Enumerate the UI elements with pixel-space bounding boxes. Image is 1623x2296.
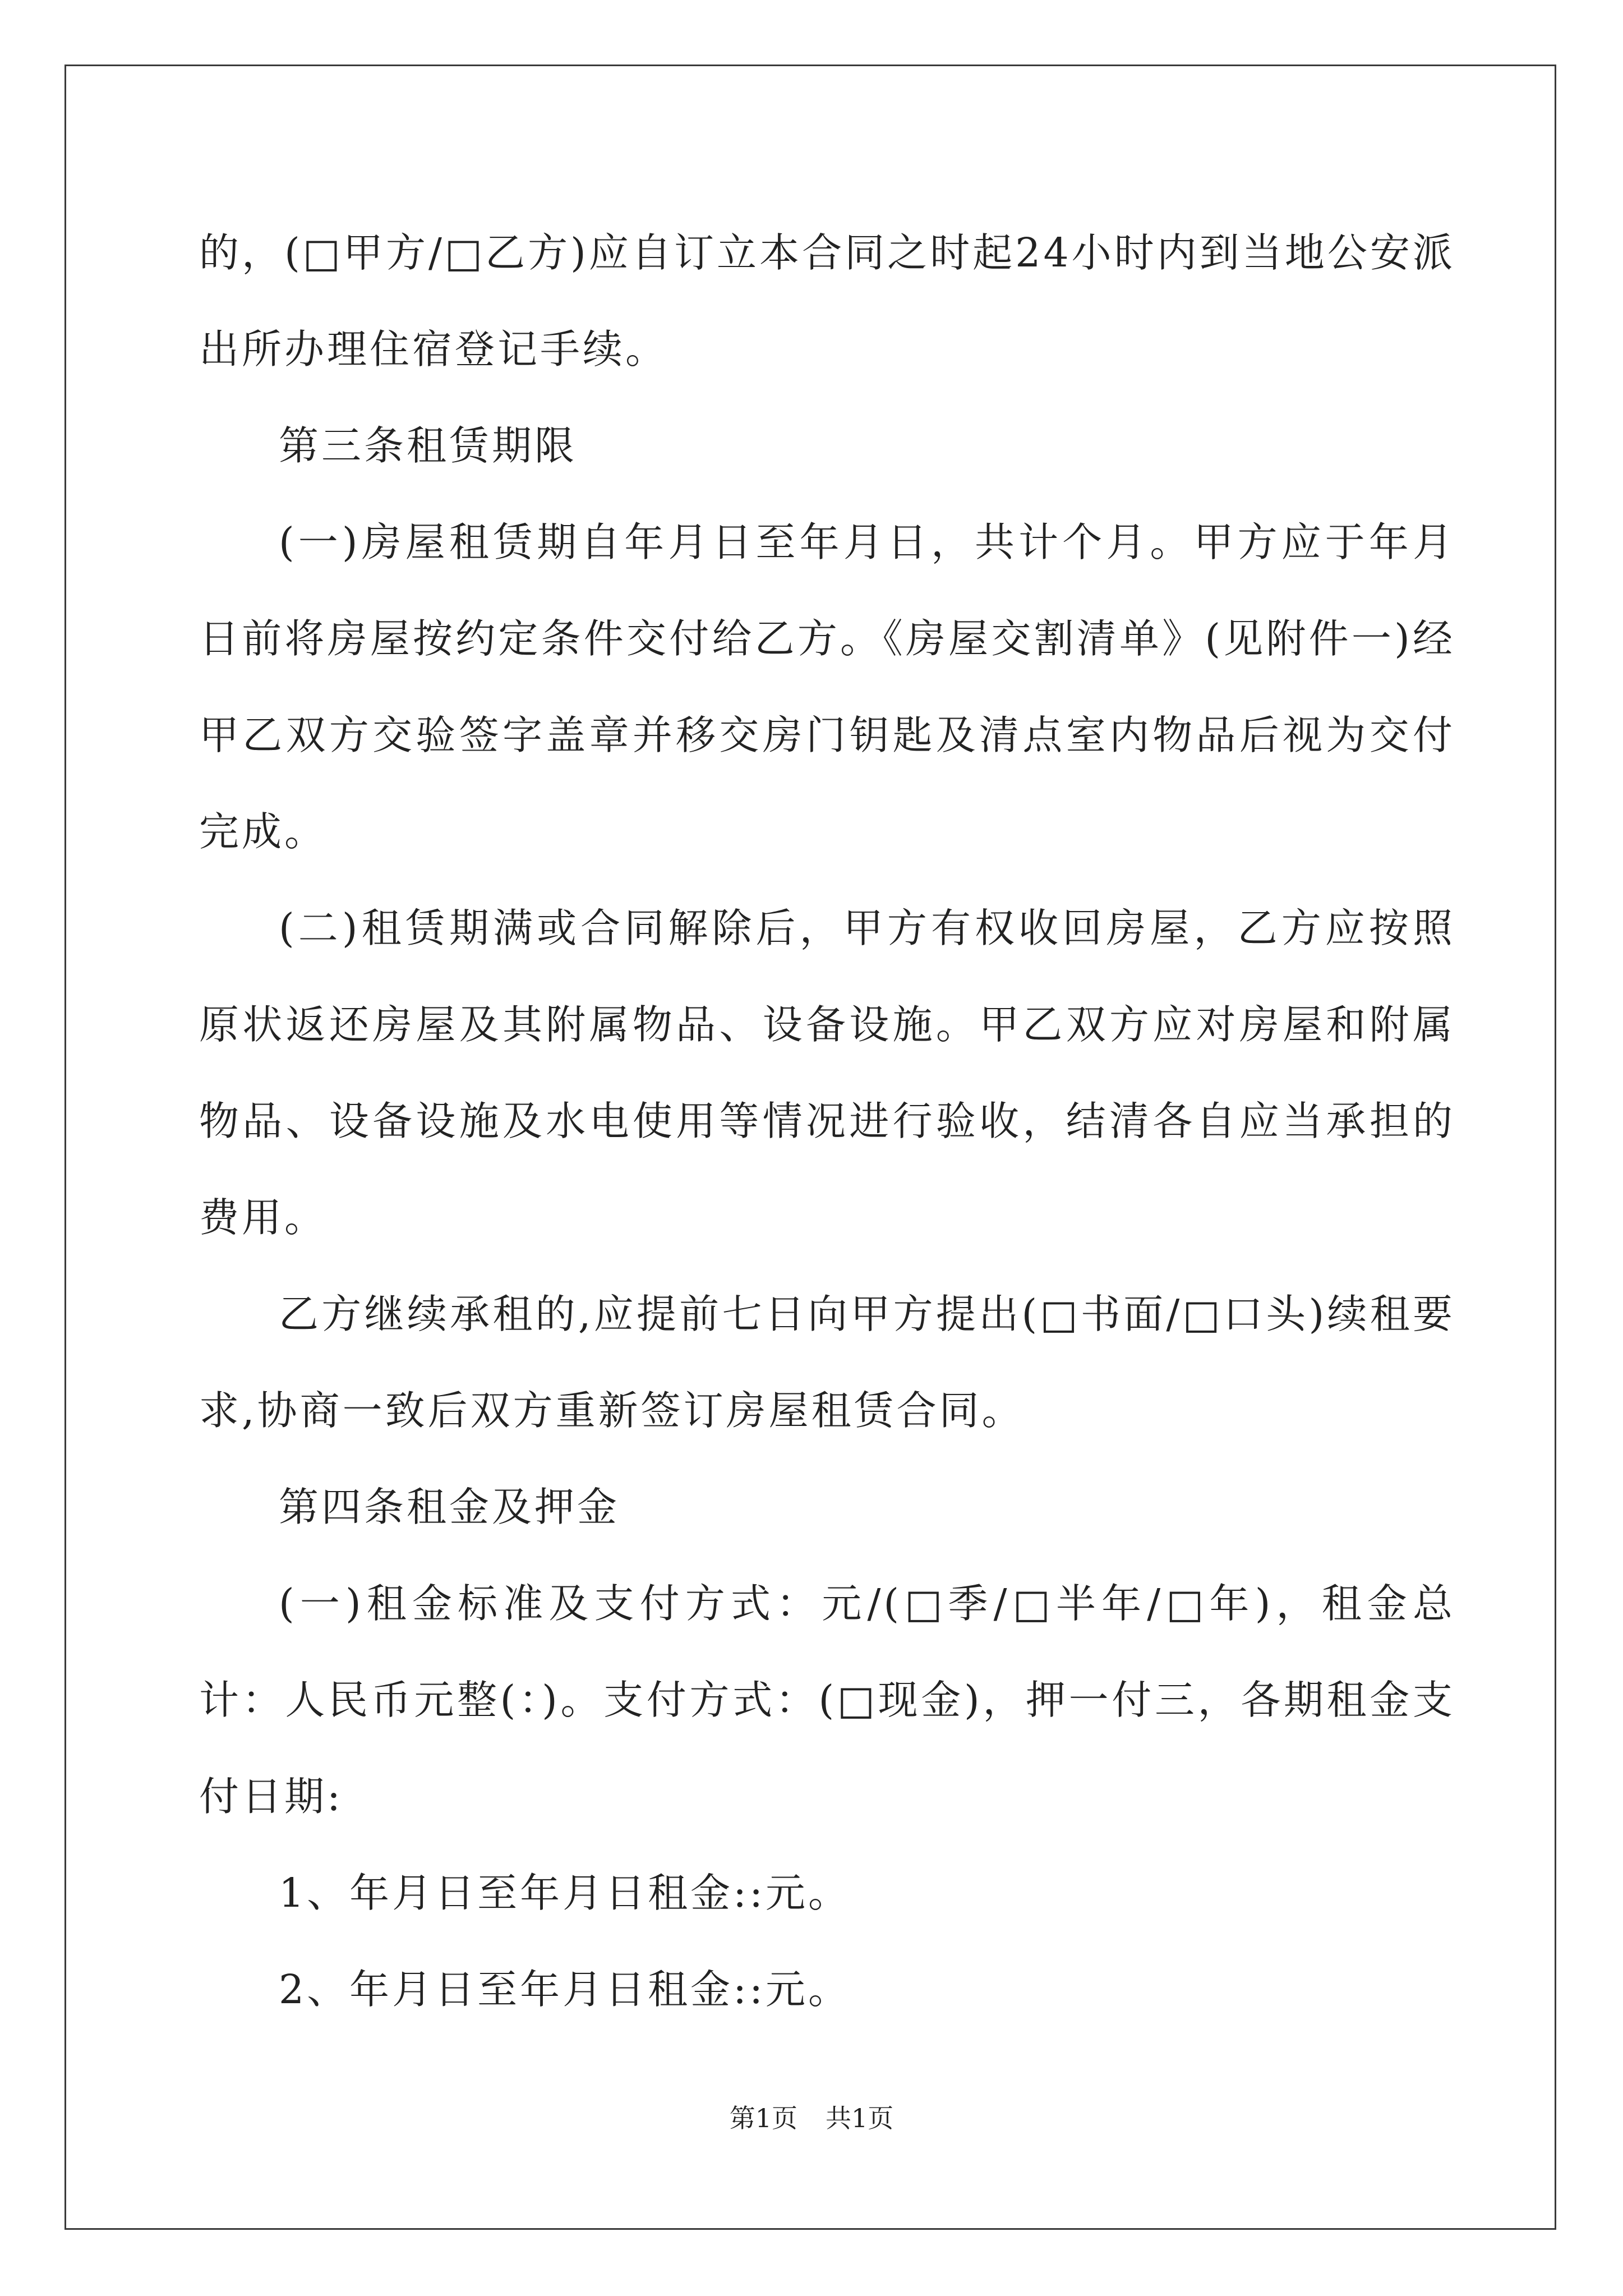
paragraph-lease-expiry: (二)租赁期满或合同解除后，甲方有权收回房屋，乙方应按照原状返还房屋及其附属物品、设备设施。甲乙双方应对房屋和附属物品、设备设施及水电使用等情况进行验收，结清各自应当承担的费用。 (199, 905, 1455, 1241)
paragraph-lease-renewal: 乙方继续承租的,应提前七日向甲方提出(□书面/□口头)续租要求,协商一致后双方重新签订房屋租赁合同。 (199, 1291, 1455, 1434)
page-number-total: 共1页 (826, 2103, 894, 2133)
heading-article-4-rent-deposit: 第四条租金及押金 (279, 1484, 620, 1530)
list-item-rent-period-1: 1、年月日至年月日租金::元。 (279, 1870, 851, 1916)
document-body (199, 205, 1455, 2038)
page-footer (0, 2098, 1623, 2135)
paragraph-lease-period: (一)房屋租赁期自年月日至年月日，共计个月。甲方应于年月日前将房屋按约定条件交付给乙方。《房屋交割清单》(见附件一)经甲乙双方交验签字盖章并移交房门钥匙及清点室内物品后视为交付完成。 (199, 519, 1455, 855)
list-item-rent-period-2: 2、年月日至年月日租金::元。 (279, 1966, 851, 2013)
paragraph-rent-standard: (一)租金标准及支付方式：元/(□季/□半年/□年)，租金总计：人民币元整(：)。支付方式：(□现金)，押一付三，各期租金支付日期: (199, 1580, 1455, 1820)
page-number-current: 第1页 (729, 2103, 797, 2133)
heading-article-3-lease-term: 第三条租赁期限 (279, 422, 578, 469)
paragraph-lodging-registration: 的，(□甲方/□乙方)应自订立本合同之时起24小时内到当地公安派出所办理住宿登记手续。 (199, 229, 1455, 372)
